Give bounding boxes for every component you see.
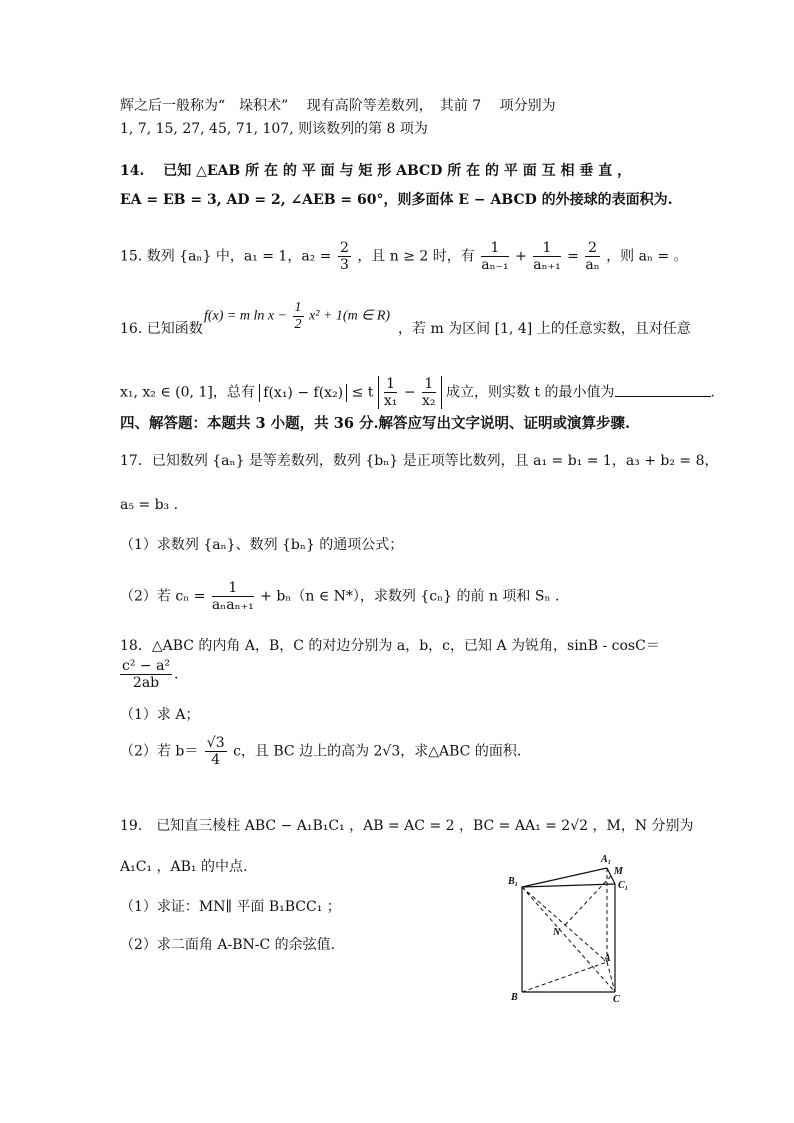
label-a1: A₁ xyxy=(601,854,612,865)
numerator: 1 xyxy=(212,580,254,597)
q16-function xyxy=(204,300,390,333)
numerator: √3 xyxy=(206,735,225,751)
q15-suffix: ，则 aₙ = 。 xyxy=(606,248,688,265)
question-17-line-2: a₅ = b₃ . xyxy=(120,497,179,513)
section-4-heading: 四、解答题：本题共 3 小题，共 36 分.解答应写出文字说明、证明或演算步骤. xyxy=(120,415,631,432)
numerator: 1 xyxy=(422,376,436,393)
edge-m-n xyxy=(565,876,611,925)
fraction xyxy=(422,376,436,409)
fraction xyxy=(585,240,599,273)
q18-part2-suffix: c，且 BC 边上的高为 2√3，求△ABC 的面积． xyxy=(233,743,531,760)
label-c1: C₁ xyxy=(618,880,629,891)
edge-b-a xyxy=(522,962,607,992)
answer-blank xyxy=(615,384,711,397)
denominator: aₙ₋₁ xyxy=(481,257,509,273)
text-line-1: 辉之后一般称为“ 垛积术” 现有高阶等差数列， 其前 7 项分别为 xyxy=(120,98,556,114)
label-b: B xyxy=(511,992,518,1003)
question-17-part-1: （1）求数列 {aₙ}、数列 {bₙ} 的通项公式； xyxy=(120,537,404,553)
numerator: 1 xyxy=(533,240,560,257)
absolute-value xyxy=(378,376,442,409)
numerator: 1 xyxy=(384,376,398,393)
function-part-1: f(x) = m ln x − xyxy=(204,308,288,324)
question-16-line-1-left: 16. 已知函数 xyxy=(120,321,203,337)
question-15 xyxy=(120,240,688,273)
denominator: aₙaₙ₊₁ xyxy=(211,597,254,613)
question-18-line-1: 18．△ABC 的内角 A，B，C 的对边分别为 a，b，c，已知 A 为锐角，sinB - cosC＝ xyxy=(120,638,660,654)
question-19-part-2: （2）求二面角 A-BN-C 的余弦值. xyxy=(120,937,336,953)
fraction xyxy=(293,300,304,333)
less-equal: ≤ t xyxy=(351,384,374,401)
equals-sign: = xyxy=(567,248,579,265)
denominator: 2ab xyxy=(132,675,160,691)
prism-diagram xyxy=(505,850,635,1005)
denominator: x₂ xyxy=(422,393,436,409)
denominator: x₁ xyxy=(383,393,398,409)
fraction xyxy=(481,240,508,273)
denominator: 2 xyxy=(294,317,302,332)
period: . xyxy=(174,666,179,683)
denominator: 4 xyxy=(211,752,221,768)
fraction xyxy=(533,240,560,273)
label-n: N xyxy=(553,927,561,938)
question-18-part-2 xyxy=(120,735,531,768)
q15-middle: ，且 n ≥ 2 时，有 xyxy=(357,248,475,265)
q17-part2-suffix: + bₙ（n ∈ N*），求数列 {cₙ} 的前 n 项和 Sₙ . xyxy=(260,588,560,605)
text-line-2: 1, 7, 15, 27, 45, 71, 107, 则该数列的第 8 项为 xyxy=(120,121,428,137)
question-18-fraction xyxy=(118,658,179,691)
edge-b1-a xyxy=(522,887,607,962)
fraction xyxy=(205,735,227,768)
question-19-part-1: （1）求证：MN∥ 平面 B₁BCC₁ ； xyxy=(120,899,341,915)
question-16-line-1-right: ，若 m 为区间 [1, 4] 上的任意实数，且对任意 xyxy=(398,321,691,337)
fraction xyxy=(384,376,398,409)
question-14-line-2: EA = EB = 3, AD = 2, ∠AEB = 60°，则多面体 E − ABCD 的外接球的表面积为. xyxy=(120,192,673,208)
label-m: M xyxy=(614,866,623,877)
denominator: 3 xyxy=(339,257,349,273)
fraction xyxy=(338,240,351,273)
label-b1: B₁ xyxy=(508,876,519,887)
question-17-part-2 xyxy=(120,580,559,613)
denominator: aₙ₊₁ xyxy=(533,257,561,273)
fraction xyxy=(120,658,172,691)
numerator: 2 xyxy=(339,240,349,256)
numerator: c² − a² xyxy=(122,658,171,674)
edge-b1-c xyxy=(522,887,615,992)
question-19-line-1: 19. 已知直三棱柱 ABC − A₁B₁C₁ ，AB = AC = 2 ，BC = AA₁ = 2√2 ，M，N 分别为 xyxy=(120,818,694,834)
period: . xyxy=(710,384,715,401)
question-16-line-2 xyxy=(120,376,715,409)
q16-condition: x₁, x₂ ∈ (0, 1]，总有 xyxy=(120,384,255,401)
question-18-part-1: （1）求 A； xyxy=(120,707,200,723)
numerator: 1 xyxy=(481,240,508,257)
q16-ask: 成立，则实数 t 的最小值为 xyxy=(445,384,615,401)
minus-sign: − xyxy=(403,384,416,401)
label-a: A xyxy=(604,953,611,964)
question-19-line-2: A₁C₁ ，AB₁ 的中点. xyxy=(120,859,248,875)
q17-part2-prefix: （2）若 cₙ = xyxy=(120,588,206,605)
abs-content: f(x₁) − f(x₂) xyxy=(263,384,344,401)
question-14-line-1: 14. 已知 △EAB 所 在 的 平 面 与 矩 形 ABCD 所 在 的 平 面 互 相 垂 直 ， xyxy=(120,163,632,179)
numerator: 1 xyxy=(294,300,302,315)
fraction xyxy=(212,580,254,613)
absolute-value xyxy=(259,384,347,402)
plus-sign: + xyxy=(515,248,527,265)
denominator: aₙ xyxy=(585,257,600,273)
numerator: 2 xyxy=(585,240,599,257)
function-part-2: x² + 1(m ∈ R) xyxy=(309,308,391,324)
label-c: C xyxy=(613,994,620,1005)
q18-part2-prefix: （2）若 b＝ xyxy=(120,743,199,760)
question-17-line-1: 17．已知数列 {aₙ} 是等差数列，数列 {bₙ} 是正项等比数列，且 a₁ = b₁ = 1，a₃ + b₂ = 8， xyxy=(120,453,719,469)
q15-prefix: 15. 数列 {aₙ} 中，a₁ = 1，a₂ = xyxy=(120,248,332,265)
